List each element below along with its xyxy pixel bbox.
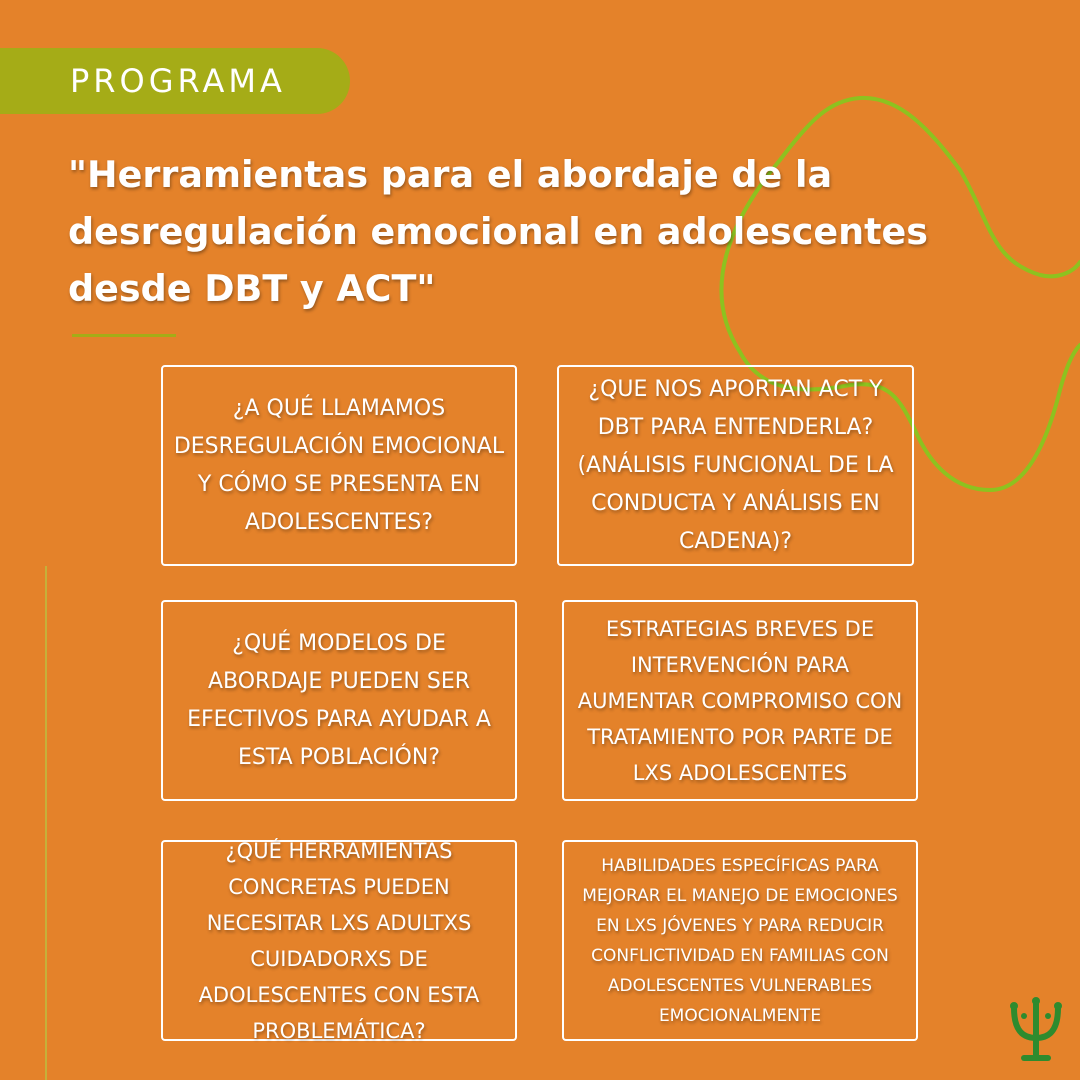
topic-card-6 xyxy=(562,840,918,1041)
topic-card-3-text: ¿QUÉ MODELOS DE ABORDAJE PUEDEN SER EFECTIVOS PARA AYUDAR A ESTA POBLACIÓN? xyxy=(187,630,491,770)
topic-card-4-text: ESTRATEGIAS BREVES DE INTERVENCIÓN PARA AUMENTAR COMPROMISO CON TRATAMIENTO POR PARTE DE LXS ADOLESCENTES xyxy=(577,616,903,785)
topic-card-1-text: ¿A QUÉ LLAMAMOS DESREGULACIÓN EMOCIONAL Y CÓMO SE PRESENTA EN ADOLESCENTES? xyxy=(173,395,505,535)
psi-tree-icon xyxy=(1008,996,1064,1062)
topic-card-3 xyxy=(161,600,517,801)
topic-card-6-text: HABILIDADES ESPECÍFICAS PARA MEJORAR EL MANEJO DE EMOCIONES EN LXS JÓVENES Y PARA REDUCIR CONFLICTIVIDAD EN FAMILIAS CON ADOLESCENTES VULNERABLES EMOCIONALMENTE xyxy=(582,855,898,1026)
topic-card-5-text: ¿QUÉ HERRAMIENTAS CONCRETAS PUEDEN NECESITAR LXS ADULTXS CUIDADORXS DE ADOLESCENTES CON ESTA PROBLEMÁTICA? xyxy=(198,838,480,1043)
title-divider xyxy=(72,334,176,337)
topic-card-2 xyxy=(557,365,914,566)
program-tag-label: PROGRAMA xyxy=(70,62,286,100)
program-tag xyxy=(0,48,350,114)
left-vertical-line xyxy=(45,566,47,1080)
topic-card-2-text: ¿QUE NOS APORTAN ACT Y DBT PARA ENTENDERLA? (ANÁLISIS FUNCIONAL DE LA CONDUCTA Y ANÁLISIS EN CADENA)? xyxy=(577,376,894,554)
program-title: "Herramientas para el abordaje de la desregulación emocional en adolescentes desde DBT y ACT" xyxy=(68,153,929,310)
topic-card-4 xyxy=(562,600,918,801)
topic-card-5 xyxy=(161,840,517,1041)
topic-card-1 xyxy=(161,365,517,566)
